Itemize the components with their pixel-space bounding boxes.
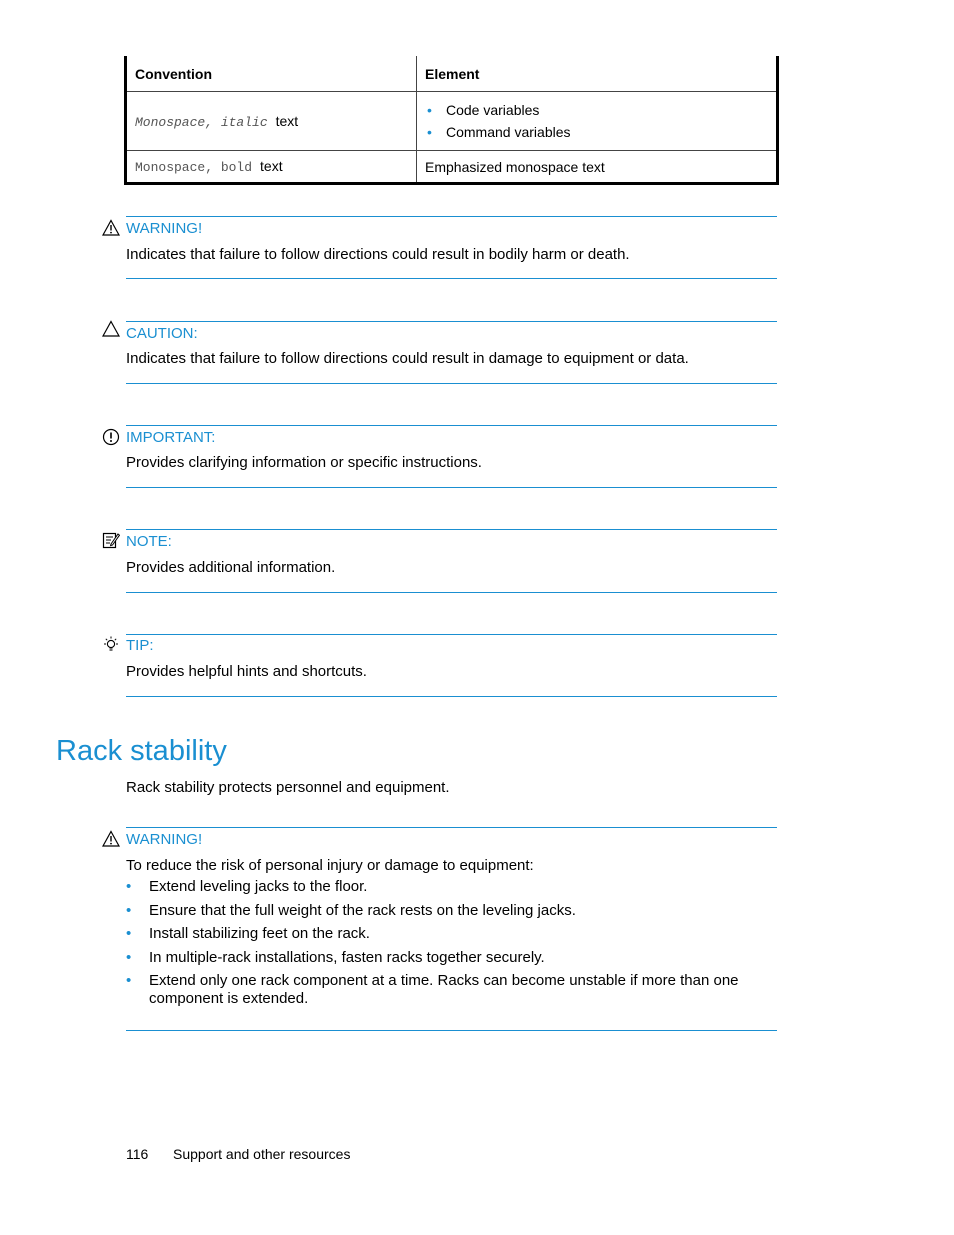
note-top-rule — [126, 529, 777, 530]
list-item-text: Command variables — [446, 124, 571, 140]
list-item — [425, 99, 768, 121]
rack-warning-list — [126, 878, 778, 1014]
warning-body: Indicates that failure to follow directions could result in bodily harm or death. — [126, 246, 630, 263]
table-row — [126, 151, 778, 184]
rack-warning-top-rule — [126, 827, 777, 828]
bullet-icon: • — [126, 901, 132, 919]
table-header-row — [126, 56, 778, 92]
note-label: NOTE: — [126, 533, 172, 550]
rack-warning-bottom-rule — [126, 1030, 777, 1031]
tip-bottom-rule — [126, 696, 777, 697]
monospace-bold-sample: Monospace, bold — [135, 160, 253, 175]
bullet-icon: • — [126, 878, 132, 895]
section-title: Rack stability — [56, 735, 227, 767]
bullet-icon: • — [427, 124, 432, 140]
exclamation-circle-icon — [102, 428, 120, 446]
monospace-italic-sample: Monospace, italic — [135, 114, 268, 130]
important-bottom-rule — [126, 487, 777, 488]
list-item — [126, 949, 778, 967]
table-row — [126, 92, 778, 151]
caution-bottom-rule — [126, 383, 777, 384]
rack-warning-label: WARNING! — [126, 831, 203, 848]
list-item-text: Code variables — [446, 102, 540, 118]
element-list — [425, 99, 768, 143]
convention-text: text — [260, 158, 283, 174]
warning-top-rule — [126, 216, 777, 217]
table-cell-convention — [126, 92, 417, 151]
warning-bottom-rule — [126, 278, 777, 279]
note-pencil-icon — [102, 531, 120, 549]
bullet-icon: • — [126, 948, 132, 966]
list-item-text: Extend leveling jacks to the floor. — [149, 878, 368, 895]
convention-text: text — [275, 112, 299, 129]
warning-triangle-icon — [102, 830, 120, 848]
list-item — [126, 925, 778, 943]
list-item-text: Install stabilizing feet on the rack. — [149, 925, 370, 942]
list-item-text: Extend only one rack component at a time. Racks can become unstable if more than one component is extended. — [149, 972, 739, 1007]
column-header-convention: Convention — [126, 56, 417, 92]
bullet-icon: • — [427, 102, 432, 118]
table-cell-element — [417, 92, 778, 151]
bullet-icon: • — [126, 972, 132, 989]
bullet-icon: • — [126, 925, 132, 942]
note-body: Provides additional information. — [126, 559, 336, 576]
conventions-table — [124, 56, 779, 185]
tip-body: Provides helpful hints and shortcuts. — [126, 663, 367, 680]
list-item — [126, 972, 778, 1008]
important-label: IMPORTANT: — [126, 429, 216, 446]
tip-top-rule — [126, 634, 777, 635]
warning-triangle-icon — [102, 219, 120, 237]
warning-label: WARNING! — [126, 220, 203, 237]
note-bottom-rule — [126, 592, 777, 593]
caution-body: Indicates that failure to follow directions could result in damage to equipment or data. — [126, 350, 689, 367]
page-number: 116 — [126, 1146, 149, 1162]
list-item — [425, 121, 768, 143]
list-item-text: Ensure that the full weight of the rack rests on the leveling jacks. — [149, 901, 576, 919]
list-item — [126, 878, 778, 896]
important-body: Provides clarifying information or specific instructions. — [126, 454, 482, 471]
important-top-rule — [126, 425, 777, 426]
column-header-element: Element — [417, 56, 778, 92]
rack-warning-lead: To reduce the risk of personal injury or damage to equipment: — [126, 857, 534, 874]
caution-triangle-icon — [102, 320, 120, 338]
list-item-text: In multiple-rack installations, fasten racks together securely. — [149, 948, 545, 966]
table-cell-convention — [126, 151, 417, 184]
caution-label: CAUTION: — [126, 325, 198, 342]
table-cell-element: Emphasized monospace text — [417, 151, 778, 184]
section-intro: Rack stability protects personnel and equipment. — [126, 779, 450, 796]
tip-label: TIP: — [126, 637, 154, 654]
lightbulb-icon — [102, 636, 120, 654]
list-item — [126, 902, 778, 920]
footer-title: Support and other resources — [173, 1146, 351, 1162]
caution-top-rule — [126, 321, 777, 322]
